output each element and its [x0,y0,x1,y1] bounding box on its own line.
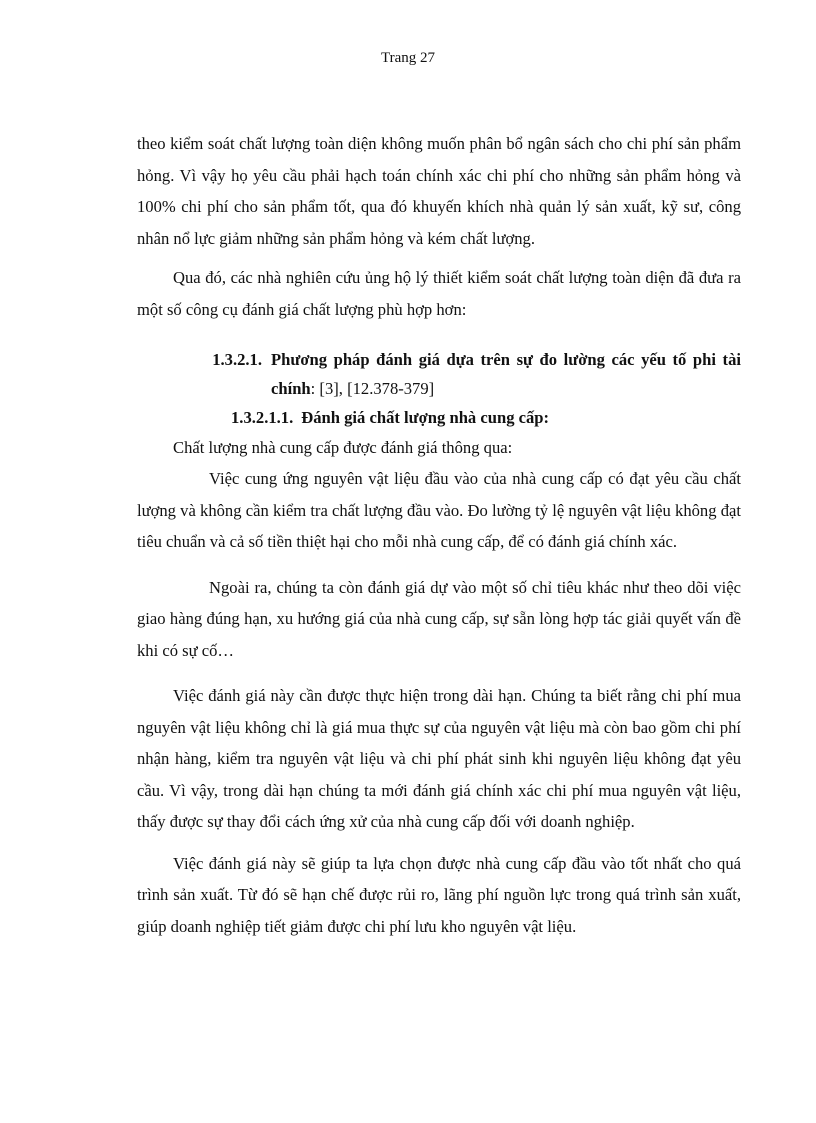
subsection-heading-1-3-2-1-1 [137,403,741,433]
paragraph-2: Qua đó, các nhà nghiên cứu ủng hộ lý thiết kiểm soát chất lượng toàn diện đã đưa ra một số công cụ đánh giá chất lượng phù hợp hơn: [137,268,741,319]
paragraph-6: Việc đánh giá này cần được thực hiện trong dài hạn. Chúng ta biết rằng chi phí mua nguyên vật liệu không chỉ là giá mua thực sự của nguyên vật liệu mà còn bao gồm chi phí nhận hàng, kiểm tra nguyên vật liệu và chi phí phát sinh khi nguyên liệu không đạt yêu cầu. Vì vậy, trong dài hạn chúng ta mới đánh giá chính xác chi phí mua nguyên vật liệu, thấy được sự thay đổi cách ứng xử của nhà cung cấp đối với doanh nghiệp. [137,686,741,831]
paragraph-5: Ngoài ra, chúng ta còn đánh giá dự vào một số chỉ tiêu khác như theo dõi việc giao hàng đúng hạn, xu hướng giá của nhà cung cấp, sự sẵn lòng hợp tác giải quyết vấn đề khi có sự cố… [137,577,741,660]
section-number: 1.3.2.1. [212,350,262,369]
subsection-number: 1.3.2.1.1. [231,408,294,427]
paragraph-7: Việc đánh giá này sẽ giúp ta lựa chọn được nhà cung cấp đầu vào tốt nhất cho quá trình sản xuất. Từ đó sẽ hạn chế được rủi ro, lãng phí nguồn lực trong quá trình sản xuất, giúp doanh nghiệp tiết giảm được chi phí lưu kho nguyên vật liệu. [137,853,741,936]
section-title-text: Phương pháp đánh giá dựa trên sự đo lường các yếu tố phi tài chính [271,350,741,398]
section-heading-1-3-2-1 [137,345,741,403]
document-body [137,128,741,942]
section-citation: : [3], [12.378-379] [310,379,435,398]
paragraph-1: theo kiểm soát chất lượng toàn diện không muốn phân bổ ngân sách cho chi phí sản phẩm hỏng. Vì vậy họ yêu cầu phải hạch toán chính xác chi phí cho những sản phẩm hỏng và 100% chi phí cho sản phẩm tốt, qua đó khuyến khích nhà quản lý sản xuất, kỹ sư, công nhân nổ lực giảm những sản phẩm hỏng và kém chất lượng. [137,134,741,248]
paragraph-4: Việc cung ứng nguyên vật liệu đầu vào của nhà cung cấp có đạt yêu cầu chất lượng và không cần kiểm tra chất lượng đầu vào. Đo lường tỷ lệ nguyên vật liệu không đạt tiêu chuẩn và cả số tiền thiệt hại cho mỗi nhà cung cấp, để có đánh giá chính xác. [137,469,741,551]
section-title [271,345,741,403]
page-number: Trang 27 [380,50,436,66]
paragraph-3: Chất lượng nhà cung cấp được đánh giá thông qua: [173,438,513,457]
subsection-title: Đánh giá chất lượng nhà cung cấp: [301,408,550,427]
